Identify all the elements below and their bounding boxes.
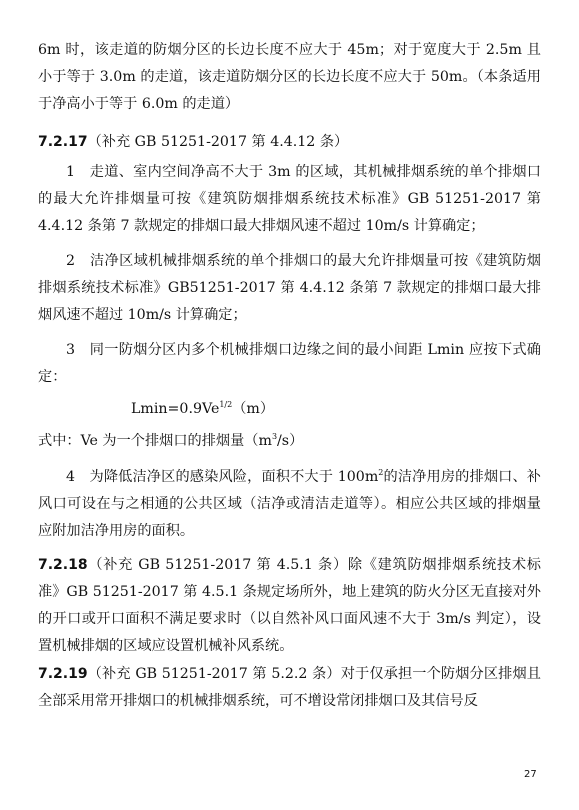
list-item-3: [38, 337, 541, 391]
where-text: 式中：Ve 为一个排烟口的排烟量（m: [38, 433, 272, 449]
clause-text: （补充 GB 51251-2017 第 4.4.12 条）: [87, 134, 349, 150]
paragraph-corridor-smoke-zone: [38, 37, 541, 118]
list-item-2: [38, 248, 541, 329]
formula-unit: （m）: [232, 401, 275, 417]
formula-expression: Lmin=0.9Ve: [131, 401, 220, 417]
where-text-end: /s）: [277, 433, 304, 449]
formula-where-clause: [38, 428, 541, 455]
list-item-text: 4 为降低洁净区的感染风险，面积不大于 100m: [66, 469, 379, 485]
list-item-text: 1 走道、室内空间净高不大于 3m 的区域，其机械排烟系统的单个排烟口的最大允许排烟量可按《建筑防烟排烟系统技术标准》GB 51251-2017 第 4.4.12 条第 7 款规定的排烟口最大排烟风速不超过 10m/s 计算确定；: [38, 164, 541, 234]
area-exponent: 2: [378, 468, 384, 477]
list-item-1: [38, 159, 541, 240]
page-number: 27: [524, 769, 537, 780]
clause-7-2-18: [38, 552, 541, 660]
formula-exponent: 1/2: [219, 400, 233, 409]
list-item-text-end: 的洁净用房的排烟口、补风口可设在与之相通的公共区域（洁净或清洁走道等）。相应公共区域的排烟量应附加洁净用房的面积。: [38, 469, 541, 539]
list-item-text: 2 洁净区域机械排烟系统的单个排烟口的最大允许排烟量可按《建筑防烟排烟系统技术标准》GB51251-2017 第 4.4.12 条第 7 款规定的排烟口最大排烟风速不超过 10m/s 计算确定；: [38, 253, 541, 323]
clause-number: 7.2.18: [38, 557, 88, 573]
clause-7-2-17-heading: [38, 129, 541, 156]
list-item-text: 3 同一防烟分区内多个机械排烟口边缘之间的最小间距 Lmin 应按下式确定：: [38, 342, 541, 385]
list-item-4: [38, 464, 541, 545]
where-exponent: 3: [271, 432, 278, 441]
formula-lmin: [131, 396, 274, 423]
clause-text: （补充 GB 51251-2017 第 4.5.1 条）除《建筑防烟排烟系统技术标准》GB 51251-2017 第 4.5.1 条规定场所外，地上建筑的防火分区无直接对外的开口或开口面积不满足要求时（以自然补风口面风速不大于 3m/s 判定），设置机械排烟的区域应设置机械补风系统。: [38, 557, 541, 654]
clause-7-2-19: [38, 661, 541, 715]
clause-number: 7.2.19: [38, 666, 88, 682]
clause-text: （补充 GB 51251-2017 第 5.2.2 条）对于仅承担一个防烟分区排烟且全部采用常开排烟口的机械排烟系统，可不增设常闭排烟口及其信号反: [38, 666, 541, 709]
clause-number: 7.2.17: [38, 134, 88, 150]
paragraph-text: 6m 时，该走道的防烟分区的长边长度不应大于 45m；对于宽度大于 2.5m 且小于等于 3.0m 的走道，该走道防烟分区的长边长度不应大于 50m。（本条适用于净高小于等于 6.0m 的走道）: [38, 42, 541, 112]
